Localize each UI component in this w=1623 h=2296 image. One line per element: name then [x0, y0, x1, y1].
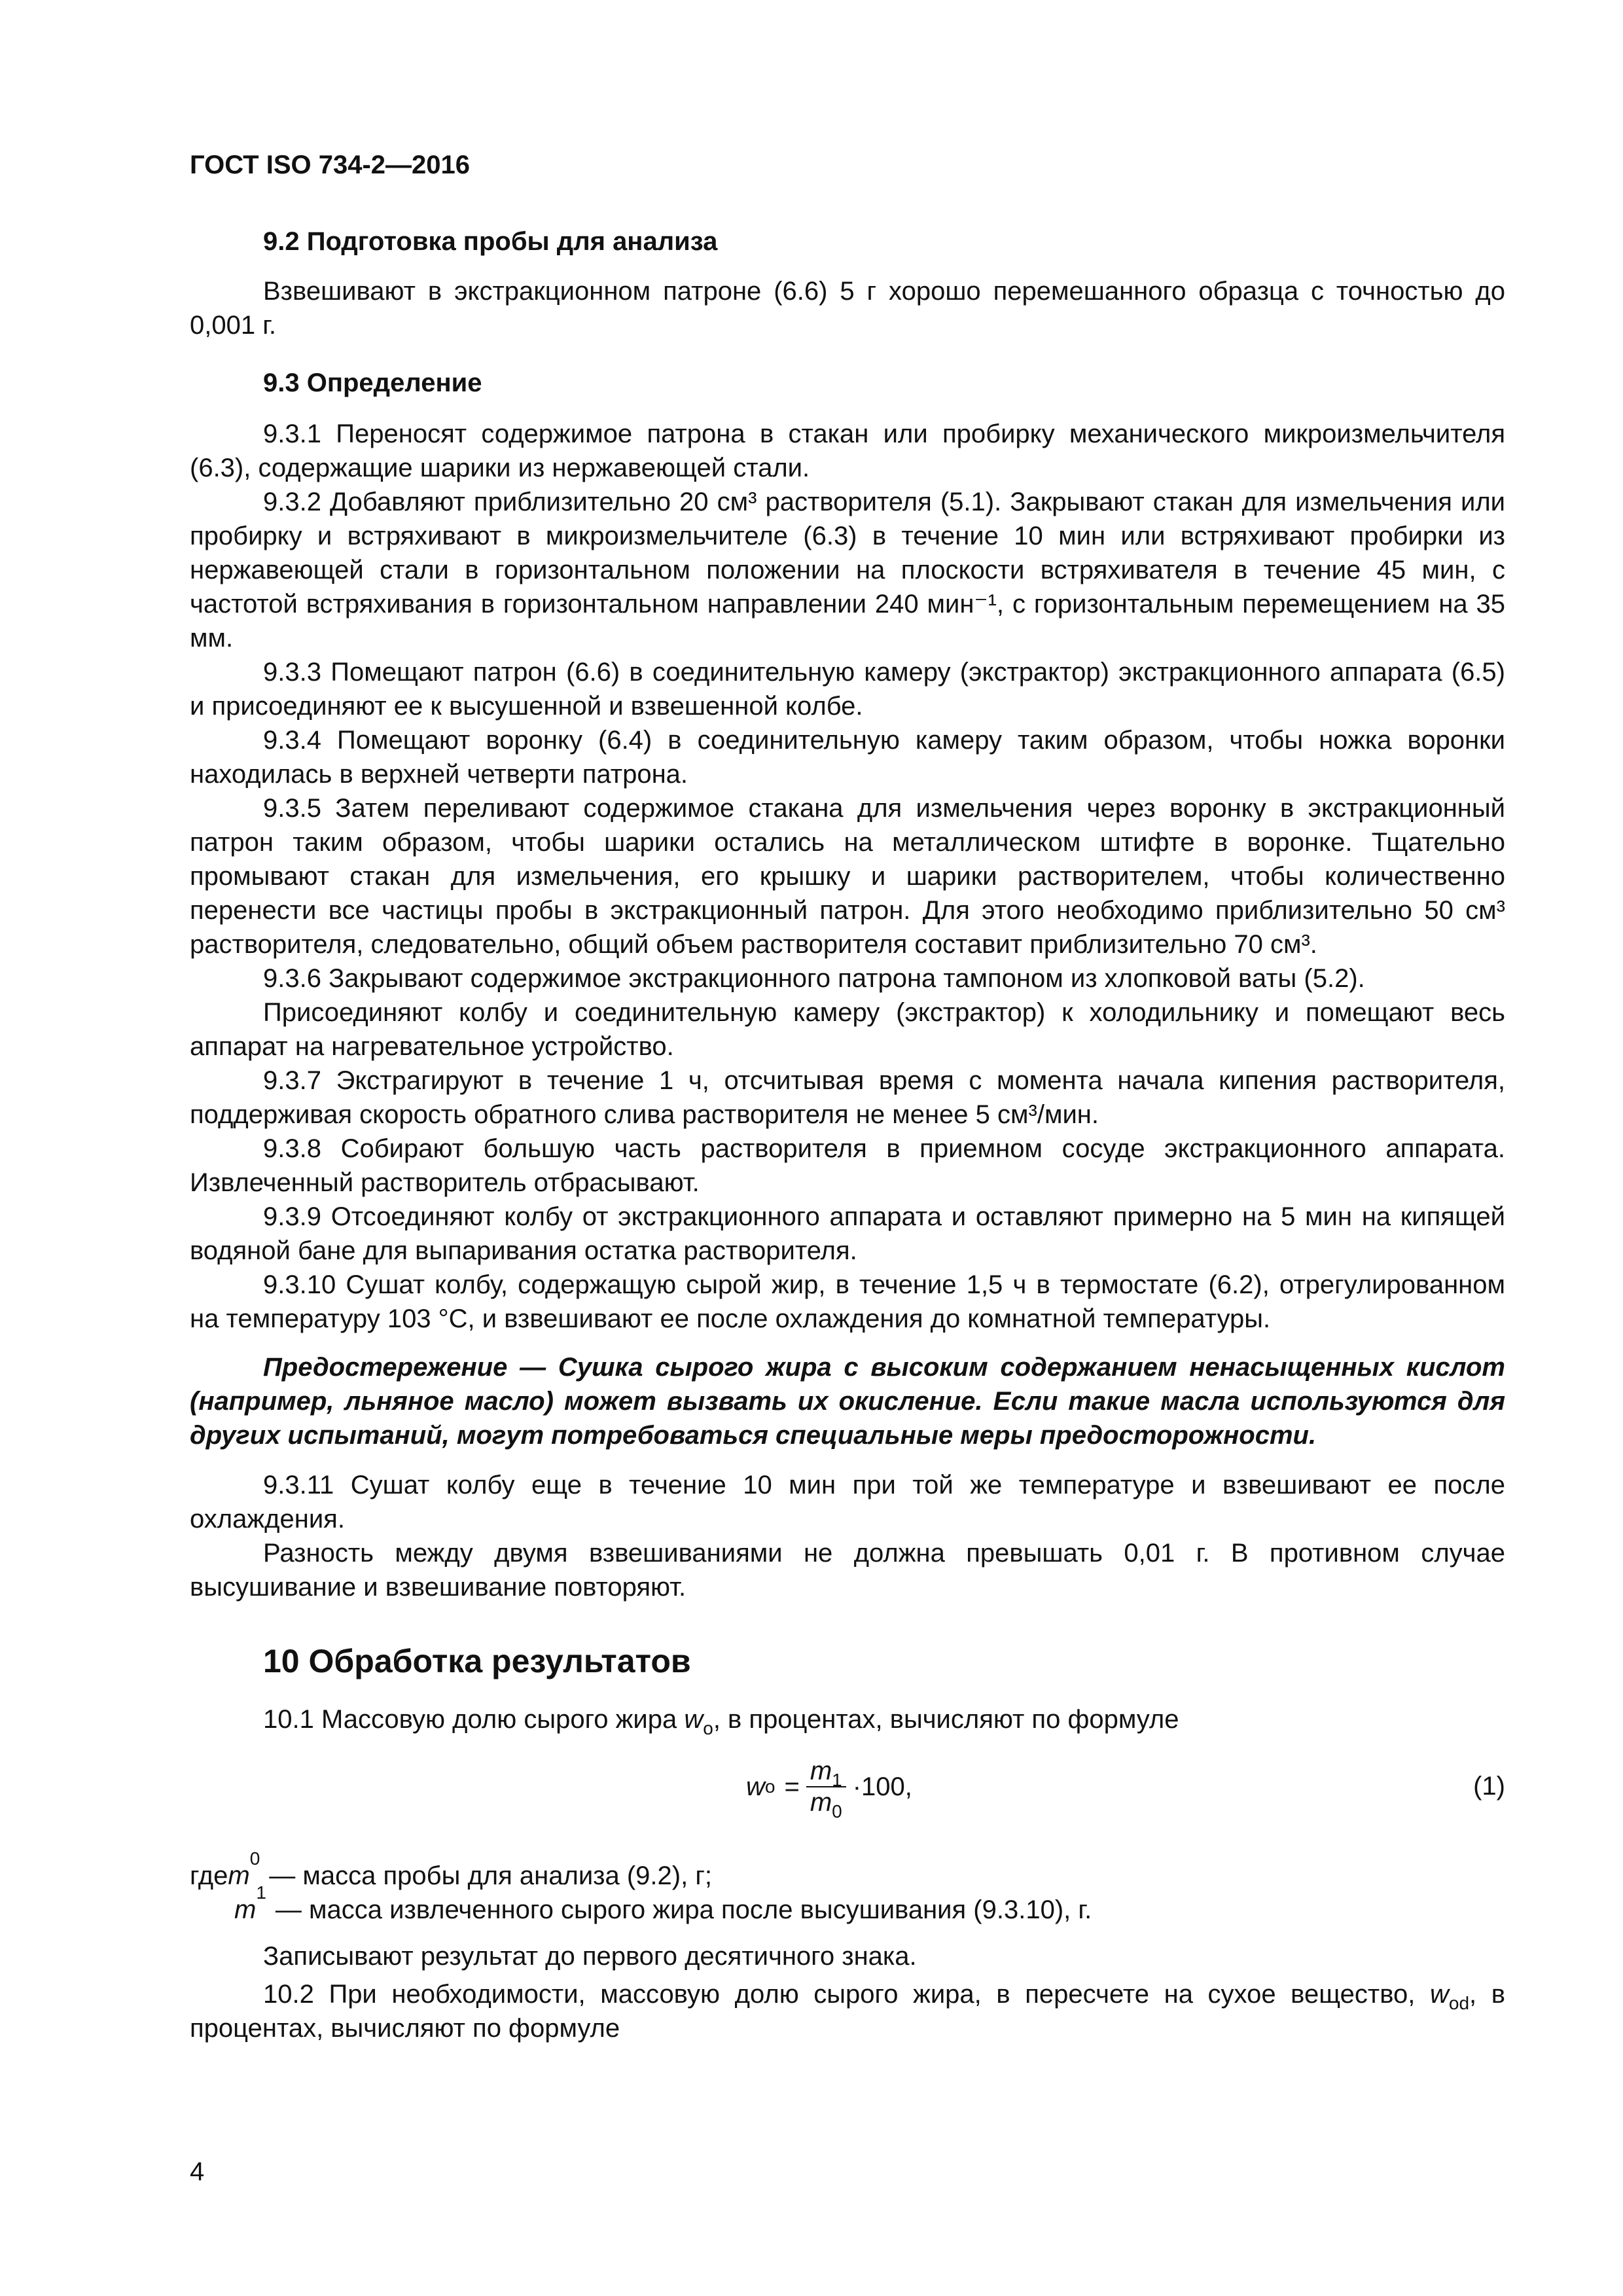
variable: w [684, 1705, 704, 1734]
section-heading: 9.3 Определение [263, 368, 482, 397]
formula-tail: ·100, [852, 1772, 912, 1801]
paragraph: Взвешивают в экстракционном патроне (6.6) 5 г хорошо перемешанного образца с точностью до 0,001 г. [190, 277, 1505, 340]
paragraph-10-2 [190, 1977, 1505, 2045]
paragraph: 9.3.5 Затем переливают содержимое стакана для измельчения через воронку в экстракционный патрон таким образом, чтобы шарики остались на металлическом штифте в воронке. Тщательно промывают стакан для измельчения, его крышку и шарики растворителем, чтобы количественно перенести все частицы пробы в экстракционный патрон. Для этого необходимо приблизительно 50 см³ растворителя, следовательно, общий объем растворителя составит приблизительно 70 см³. [190, 794, 1505, 959]
subscript: od [1448, 1993, 1470, 2013]
paragraph: 9.3.3 Помещают патрон (6.6) в соединительную камеру (экстрактор) экстракционного аппарата (6.5) и присоединяют ее к высушенной и взвешенной колбе. [190, 658, 1505, 721]
text: , в процентах, вычисляют по формуле [190, 1980, 1505, 2043]
paragraph: 9.3.8 Собирают большую часть растворителя в приемном сосуде экстракционного аппарата. Извлеченный растворитель отбрасывают. [190, 1134, 1505, 1197]
subscript: 0 [249, 1848, 260, 1869]
paragraph: 9.3.10 Сушат колбу, содержащую сырой жир, в течение 1,5 ч в термостате (6.2), отрегулированном на температуру 103 °С, и взвешивают ее после охлаждения до комнатной температуры. [190, 1270, 1505, 1333]
definition-row [190, 1848, 1505, 1893]
document-header: ГОСТ ISO 734-2—2016 [190, 151, 471, 179]
variable: m [228, 1861, 250, 1890]
text: 10.1 Массовую долю сырого жира [263, 1705, 685, 1734]
subscript: 0 [832, 1801, 842, 1821]
paragraph: Разность между двумя взвешиваниями не должна превышать 0,01 г. В противном случае высушивание и взвешивание повторяют. [190, 1539, 1505, 1602]
record-paragraph [190, 1939, 1505, 1973]
equals-sign: = [784, 1772, 800, 1801]
subscript: 1 [256, 1882, 266, 1903]
paragraph: 9.3.1 Переносят содержимое патрона в стакан или пробирку механического микроизмельчителя (6.3), содержащие шарики из нержавеющей стали. [190, 420, 1505, 482]
section-9-3 [190, 366, 1505, 1336]
paragraph-10-1 [190, 1702, 1505, 1736]
paragraph: 9.3.9 Отсоединяют колбу от экстракционного аппарата и оставляют примерно на 5 мин на кипящей водяной бане для выпаривания остатка растворителя. [190, 1202, 1505, 1265]
page-number: 4 [190, 2157, 205, 2186]
fraction [806, 1756, 846, 1821]
text: , в процентах, вычисляют по формуле [713, 1705, 1179, 1734]
paragraph: 9.3.11 Сушат колбу еще в течение 10 мин при той же температуре и взвешивают ее после охлаждения. [190, 1471, 1505, 1534]
paragraph: 9.3.6 Закрывают содержимое экстракционного патрона тампоном из хлопковой ваты (5.2). [263, 964, 1365, 993]
variable-definitions [190, 1848, 1505, 1927]
section-10-heading: 10 Обработка результатов [263, 1643, 691, 1679]
formula-lhs: w [746, 1772, 765, 1801]
warning-block [190, 1350, 1505, 1452]
section-9-3-11 [190, 1468, 1505, 1604]
paragraph: 9.3.4 Помещают воронку (6.4) в соединительную камеру таким образом, чтобы ножка воронки находилась в верхней четверти патрона. [190, 726, 1505, 789]
section-9-2 [190, 224, 1505, 342]
definition-text: — масса извлеченного сырого жира после высушивания (9.3.10), г. [275, 1895, 1092, 1924]
definition-row [190, 1882, 1505, 1927]
text: 10.2 При необходимости, массовую долю сырого жира, в пересчете на сухое вещество, [263, 1980, 1430, 2009]
paragraph: Присоединяют колбу и соединительную камеру (экстрактор) к холодильнику и помещают весь аппарат на нагревательное устройство. [190, 998, 1505, 1061]
formula-1: w o = $\frac{m_1}{m_0}$ ·100, (1) [746, 1757, 1505, 1821]
paragraph: Записывают результат до первого десятичного знака. [263, 1942, 917, 1971]
paragraph: 9.3.2 Добавляют приблизительно 20 см³ растворителя (5.1). Закрывают стакан для измельчения или пробирку и встряхивают в микроизмельчителе (6.3) в течение 10 мин или встряхивают пробирки из нержавеющей стали в горизонтальном положении на плоскости встряхивателя в течение 45 мин, с частотой встряхивания в горизонтальном направлении 240 мин⁻¹, с горизонтальным перемещением на 35 мм. [190, 488, 1505, 653]
subscript: 1 [832, 1770, 842, 1790]
definition-text: — масса пробы для анализа (9.2), г; [269, 1861, 713, 1890]
warning-text: Предостережение — Сушка сырого жира с высоким содержанием ненасыщенных кислот (например, льняное масло) может вызвать их окисление. Если такие масла используются для других испытаний, могут потребоваться специальные меры предосторожности. [190, 1353, 1505, 1450]
numerator: m [810, 1757, 832, 1785]
where-label: где [190, 1861, 228, 1890]
variable: w [1430, 1980, 1449, 2009]
variable: m [234, 1895, 257, 1924]
subscript: o [703, 1718, 713, 1738]
section-heading: 9.2 Подготовка пробы для анализа [263, 227, 718, 256]
denominator: m [810, 1788, 832, 1817]
paragraph: 9.3.7 Экстрагируют в течение 1 ч, отсчитывая время с момента начала кипения растворителя, поддерживая скорость обратного слива растворителя не менее 5 см³/мин. [190, 1066, 1505, 1129]
equation-number: (1) [1473, 1772, 1505, 1801]
